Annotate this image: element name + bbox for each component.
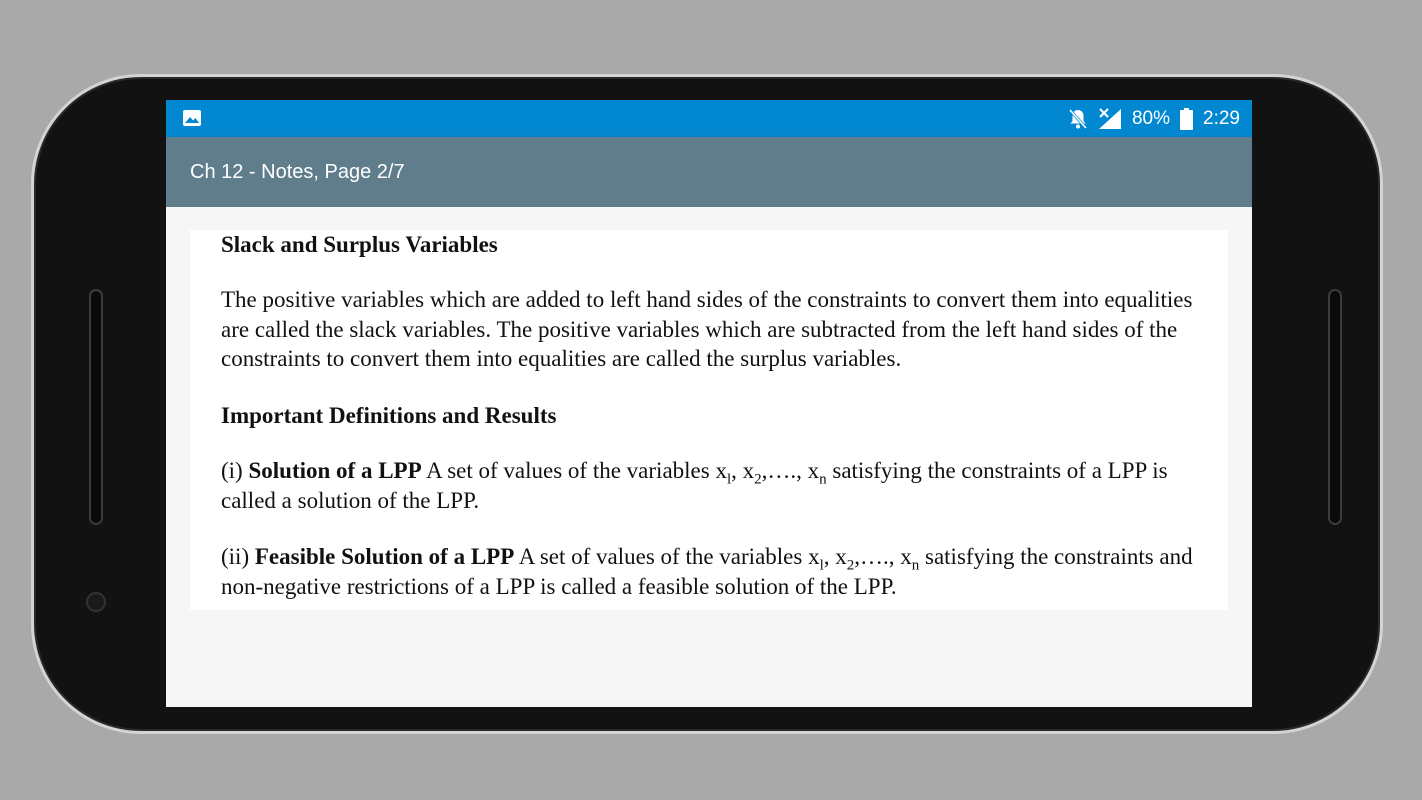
- paragraph-slack-surplus: The positive variables which are added to left hand sides of the constraints to convert them into equalities are called the slack variables. The positive variables which are subtracted from the left hand sides of the constraints to convert them into equalities are called the surplus variables.: [221, 287, 1193, 371]
- speaker-grille-left: [89, 289, 103, 525]
- speaker-grille-right: [1328, 289, 1342, 525]
- status-indicators: [1068, 100, 1240, 137]
- screen: [166, 100, 1252, 707]
- notifications-off-icon: [1068, 108, 1088, 130]
- front-camera: [86, 592, 106, 612]
- no-signal-icon: [1098, 108, 1122, 130]
- image-icon: [183, 110, 201, 126]
- battery-percent: 80%: [1131, 107, 1171, 129]
- section-heading-slack-surplus: Slack and Surplus Variables: [221, 232, 498, 257]
- term-solution: Solution of a LPP: [248, 458, 422, 483]
- battery-icon: [1180, 108, 1193, 130]
- section-heading-definitions: Important Definitions and Results: [221, 403, 557, 428]
- definition-solution: (i) Solution of a LPP A set of values of the variables $x_l$, $x_2,\dots$., $x_n$ satisfying the constraints of a LPP is called a solution of the LPP.: [221, 458, 1168, 513]
- clock: 2:29: [1203, 107, 1240, 129]
- status-bar: [166, 100, 1252, 137]
- definition-feasible-solution: (ii) Feasible Solution of a LPP A set of values of the variables $x_l$, $x_2,\dots$., $x_n$ satisfying the constraints and non-negative restrictions of a LPP is called a feasible solution of the LPP.: [221, 544, 1193, 599]
- page-title: Ch 12 - Notes, Page 2/7: [190, 161, 405, 183]
- document-page[interactable]: [190, 230, 1228, 610]
- term-feasible-solution: Feasible Solution of a LPP: [254, 544, 515, 569]
- app-bar: [166, 137, 1252, 207]
